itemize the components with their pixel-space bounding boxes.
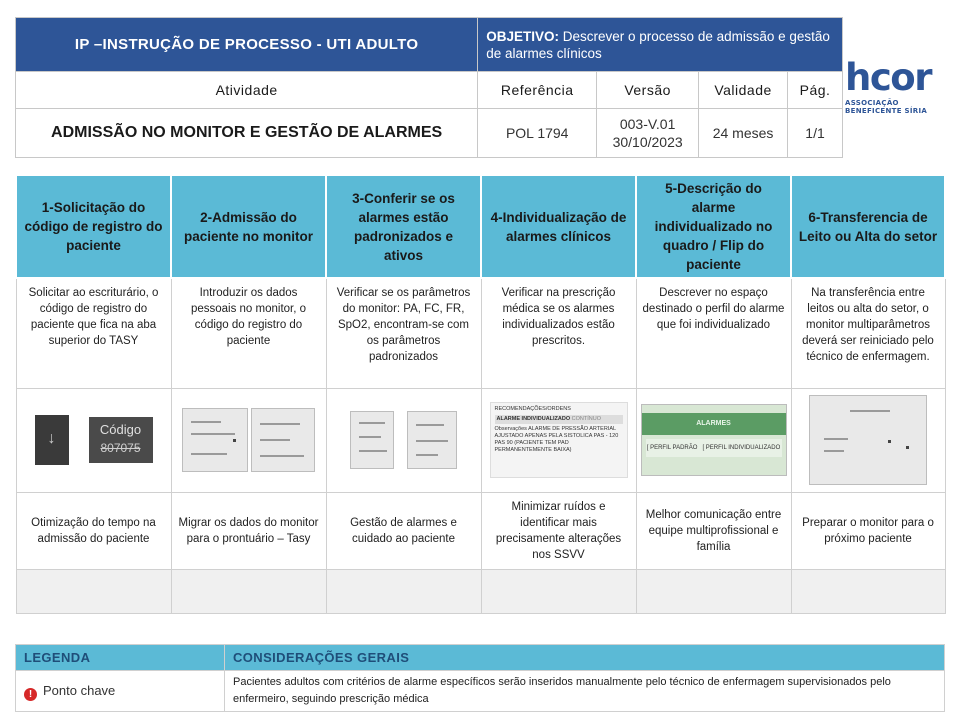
step-3-image	[326, 388, 481, 492]
objective	[478, 18, 843, 72]
version-code: 003-V.01	[619, 116, 676, 132]
col-reference: Referência	[478, 72, 597, 109]
activity-name: ADMISSÃO NO MONITOR E GESTÃO DE ALARMES	[16, 109, 478, 158]
col-version: Versão	[597, 72, 699, 109]
step-4-outcome: Minimizar ruídos e identificar mais precisamente alterações nos SSVV	[481, 492, 636, 569]
codigo-number: 807075	[100, 441, 141, 455]
step-3-title: 3-Conferir se os alarmes estão padronizados e ativos	[326, 175, 481, 278]
key-point-legend	[16, 671, 225, 712]
monitor-photo-1	[182, 408, 248, 472]
prescription-image	[490, 402, 628, 478]
chevron-down-icon: ↓	[35, 415, 69, 465]
process-steps-table	[15, 174, 946, 614]
col-validity: Validade	[699, 72, 788, 109]
hcor-logo	[845, 57, 945, 121]
col-page: Pág.	[788, 72, 843, 109]
logo-wordmark: hcor	[845, 56, 931, 99]
step-2-image	[171, 388, 326, 492]
step-6-description: Na transferência entre leitos ou alta do setor, o monitor multiparâmetros deverá ser reiniciado pelo técnico de enfermagem.	[791, 278, 945, 388]
step-5-image	[636, 388, 791, 492]
legend-table	[15, 644, 945, 712]
step-6-outcome: Preparar o monitor para o próximo paciente	[791, 492, 945, 569]
monitor-reset-photo	[809, 395, 927, 485]
step-4-image	[481, 388, 636, 492]
alarm-board-title: ALARMES	[642, 413, 786, 435]
codigo-label: Código	[99, 422, 142, 437]
step-6-title: 6-Transferencia de Leito ou Alta do setor	[791, 175, 945, 278]
empty-cell	[481, 569, 636, 613]
reference-value: POL 1794	[478, 109, 597, 158]
objective-text: Descrever o processo de admissão e gestão de alarmes clínicos	[486, 28, 830, 61]
empty-cell	[636, 569, 791, 613]
step-4-description: Verificar na prescrição médica se os alarmes individualizados estão prescritos.	[481, 278, 636, 388]
document-title: IP –INSTRUÇÃO DE PROCESSO - UTI ADULTO	[16, 18, 478, 72]
legend-header: LEGENDA	[16, 645, 225, 671]
validity-value: 24 meses	[699, 109, 788, 158]
step-5-outcome: Melhor comunicação entre equipe multiprofissional e família	[636, 492, 791, 569]
col-activity: Atividade	[16, 72, 478, 109]
version-date: 30/10/2023	[612, 134, 683, 150]
key-point-label: Ponto chave	[43, 682, 116, 698]
step-2-outcome: Migrar os dados do monitor para o prontuário – Tasy	[171, 492, 326, 569]
logo-subtitle-2: BENEFICENTE SÍRIA	[845, 107, 928, 115]
step-2-description: Introduzir os dados pessoais no monitor, o código do registro do paciente	[171, 278, 326, 388]
general-considerations-header: CONSIDERAÇÕES GERAIS	[225, 645, 945, 671]
step-1-title: 1-Solicitação do código de registro do paciente	[16, 175, 171, 278]
step-1-image	[16, 388, 171, 492]
document-header	[15, 17, 843, 158]
rec-title: RECOMENDAÇÕES/ORDENS	[494, 406, 571, 412]
step-3-description: Verificar se os parâmetros do monitor: PA, FC, FR, SpO2, encontram-se com os parâmetros padronizados	[326, 278, 481, 388]
logo-subtitle-1: ASSOCIAÇÃO	[845, 99, 899, 107]
empty-cell	[326, 569, 481, 613]
step-1-outcome: Otimização do tempo na admissão do paciente	[16, 492, 171, 569]
step-3-outcome: Gestão de alarmes e cuidado ao paciente	[326, 492, 481, 569]
page-value: 1/1	[788, 109, 843, 158]
alert-icon: !	[24, 688, 37, 701]
rec-observations: Observações ALARME DE PRESSÃO ARTERIAL AJUSTADO APENAS PELA SISTOLICA PAS - 120 PAS 90 (PACIENTE TEM PAD PERMANENTEMENTE BAIXA)	[494, 426, 619, 453]
step-5-title: 5-Descrição do alarme individualizado no quadro / Flip do paciente	[636, 175, 791, 278]
step-5-description: Descrever no espaço destinado o perfil do alarme que foi individualizado	[636, 278, 791, 388]
empty-cell	[16, 569, 171, 613]
version-value	[597, 109, 699, 158]
empty-cell	[791, 569, 945, 613]
monitor-photo-2	[251, 408, 315, 472]
step-4-title: 4-Individualização de alarmes clínicos	[481, 175, 636, 278]
monitor-params-photo-1	[350, 411, 394, 469]
codigo-image	[89, 417, 153, 463]
alarm-profiles: [ PERFIL PADRÃO [ PERFIL INDIVIDUALIZADO	[646, 439, 782, 457]
general-considerations-text: Pacientes adultos com critérios de alarme específicos serão inseridos manualmente pelo técnico de enfermagem supervisionados pelo enfermeiro, seguindo prescrição médica	[225, 671, 945, 712]
objective-label: OBJETIVO:	[486, 28, 560, 44]
empty-cell	[171, 569, 326, 613]
monitor-params-photo-2	[407, 411, 457, 469]
rec-item: ALARME INDIVIDUALIZADO CONTÍNUO	[495, 415, 623, 424]
alarm-board-image	[641, 404, 787, 476]
step-2-title: 2-Admissão do paciente no monitor	[171, 175, 326, 278]
step-6-image	[791, 388, 945, 492]
step-1-description: Solicitar ao escriturário, o código de registro do paciente que fica na aba superior do TASY	[16, 278, 171, 388]
